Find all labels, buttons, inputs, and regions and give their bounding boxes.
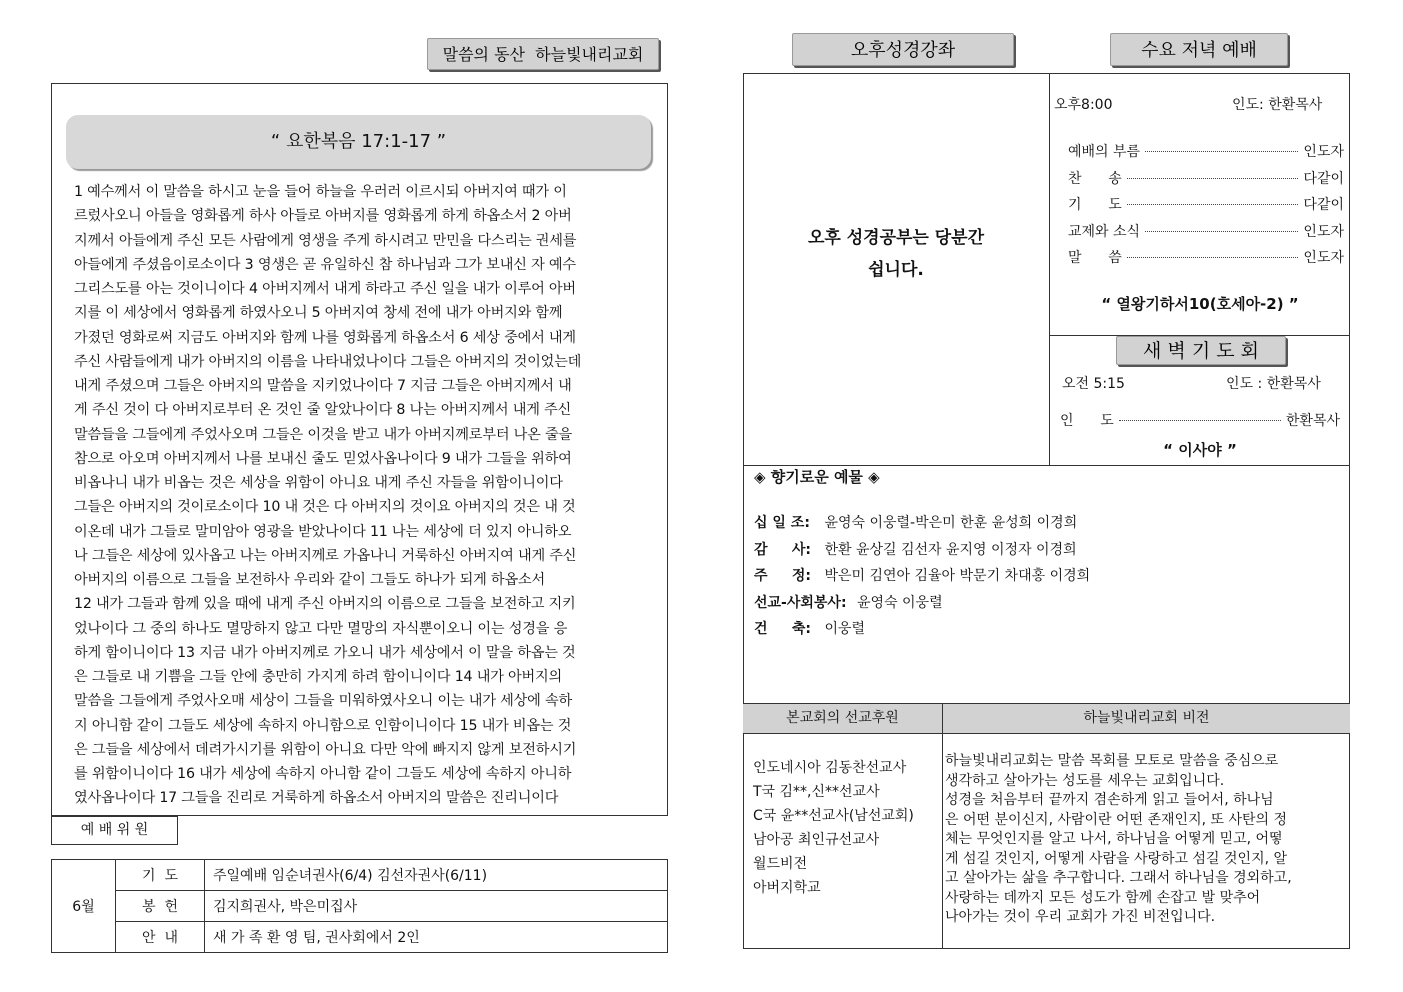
order-value: 인도자 <box>1303 223 1344 240</box>
afternoon-badge-text: 오후성경강좌 <box>850 40 956 61</box>
duty-role: 봉 헌 <box>116 891 205 922</box>
scripture-line: 지를 이 세상에서 영화롭게 하였사오니 5 아버지여 창세 전에 내가 아버지와 함께 <box>74 305 563 322</box>
sermon-title-banner <box>66 115 651 169</box>
offering-label: 건 축: <box>754 621 812 637</box>
scripture-line: 아버지의 이름으로 그들을 보전하사 우리와 같이 그들도 하나가 되게 하옵소서 <box>74 572 545 588</box>
church-name-text: 말씀의 동산 하늘빛내리교회 <box>442 45 644 64</box>
afternoon-bible-class-badge <box>792 33 1014 66</box>
offering-title: ◈ 향기로운 예물 ◈ <box>754 468 880 486</box>
duty-person: 새 가 족 환 영 팀, 권사회에서 2인 <box>205 922 668 953</box>
offering-names: 박은미 김연아 김율아 박문기 차대홍 이경희 <box>824 568 1091 584</box>
dawn-lead-value: 한환목사 <box>1285 413 1340 429</box>
offering-label: 주 정: <box>754 568 812 584</box>
scripture-line: 내게 주셨으며 그들은 아버지의 말씀을 지키었나이다 7 지금 그들은 아버지께서 내 <box>74 378 572 394</box>
list-item: T국 김**,신**선교사 <box>753 784 880 800</box>
vision-line: 나아가는 것이 우리 교회가 가진 비전입니다. <box>945 909 1216 925</box>
dawn-badge-text: 새 벽 기 도 회 <box>1143 340 1259 362</box>
list-item: 남아공 최인규선교사 <box>753 832 880 848</box>
order-label: 찬 송 <box>1068 170 1122 187</box>
scripture-line: 지께서 아들에게 주신 모든 사람에게 영생을 주게 하시려고 만민을 다스리는 권세를 <box>74 232 577 249</box>
scripture-line: 말씀들을 그들에게 주었사오며 그들은 이것을 받고 내가 아버지께로부터 나온 줄을 <box>74 426 572 443</box>
order-label: 기 도 <box>1068 197 1122 213</box>
order-item <box>1068 221 1344 248</box>
duty-role: 안 내 <box>116 922 205 953</box>
list-item: 아버지학교 <box>753 880 821 896</box>
order-label: 말 씀 <box>1068 250 1122 266</box>
scripture-line: 그들은 아버지의 것이로소이다 10 내 것은 다 아버지의 것이요 아버지의 것은 내 것 <box>74 499 576 516</box>
scripture-line: 주신 사람들에게 내가 아버지의 이름을 나타내었나이다 그들은 아버지의 것이었는데 <box>74 353 582 370</box>
table-row <box>52 891 668 922</box>
wednesday-leader: 인도: 한환목사 <box>1232 97 1323 113</box>
church-name-badge <box>427 38 659 70</box>
month-cell <box>52 860 116 953</box>
order-item <box>1068 194 1344 221</box>
mission-header: 본교회의 선교후원 <box>786 710 899 726</box>
vision-line: 게 섬길 것인지, 어떻게 사람을 사랑하고 섬길 것인지, 알 <box>945 850 1288 867</box>
offering-list <box>754 510 1344 643</box>
scripture-line: 은 그들로 내 기쁨을 그들 안에 충만히 가지게 하려 함이니이다 14 내가 아버지의 <box>74 669 563 685</box>
scripture-text <box>74 180 662 811</box>
month-label: 6월 <box>72 899 95 915</box>
offering-row <box>754 590 1344 617</box>
order-value: 인도자 <box>1303 250 1344 266</box>
sermon-title: “ 요한복음 17:1-17 ” <box>270 131 447 152</box>
offering-names: 이웅렬 <box>824 621 866 637</box>
order-label: 교제와 소식 <box>1068 223 1141 240</box>
dawn-passage: “ 이사야 ” <box>1163 441 1237 459</box>
table-row <box>52 860 668 891</box>
vision-line: 사랑하는 데까지 모든 성도가 함께 손잡고 발 맞추어 <box>945 889 1261 906</box>
vision-text <box>945 752 1347 928</box>
wednesday-service-badge <box>1110 33 1288 66</box>
offering-row <box>754 537 1344 564</box>
offering-names: 윤영숙 이웅렬 <box>857 594 943 611</box>
scripture-line: 게 주신 것이 다 아버지로부터 온 것인 줄 알았나이다 8 나는 아버지께서 내게 주신 <box>74 402 572 419</box>
scripture-line: 하게 함이니이다 13 지금 내가 아버지께로 가오니 내가 세상에서 이 말을 하옵는 것 <box>74 644 576 661</box>
scripture-line: 그리스도를 아는 것이니이다 4 아버지께서 내게 하라고 주신 일을 내가 이루어 아버 <box>74 281 576 297</box>
afternoon-notice <box>743 222 1049 286</box>
vision-line: 체는 무엇인지를 알고 나서, 하나님을 어떻게 믿고, 어떻 <box>945 831 1283 847</box>
scripture-line: 였사옵나이다 17 그들을 진리로 거룩하게 하옵소서 아버지의 말씀은 진리니이다 <box>74 790 559 807</box>
scripture-line: 참으로 아오며 아버지께서 나를 보내신 줄도 믿었사옵나이다 9 내가 그들을 위하여 <box>74 450 572 467</box>
duty-table <box>51 859 668 953</box>
offering-row <box>754 616 1344 643</box>
mission-divider <box>942 703 943 949</box>
order-value: 다같이 <box>1303 197 1344 213</box>
scripture-line: 었나이다 그 중의 하나도 멸망하지 않고 다만 멸망의 자식뿐이오니 이는 성경을 응 <box>74 620 568 637</box>
offering-names: 윤영숙 이웅렬-박은미 한훈 윤성희 이경희 <box>824 515 1078 531</box>
afternoon-notice-line2: 쉽니다. <box>868 260 924 280</box>
vision-line: 고 살아가는 삶을 추구합니다. 그래서 하나님을 경외하고, <box>945 870 1292 886</box>
order-item <box>1068 141 1344 168</box>
duty-person: 주일예배 임순녀권사(6/4) 김선자권사(6/11) <box>205 860 668 891</box>
scripture-line: 12 내가 그들과 함께 있을 때에 내게 주신 아버지의 이름으로 그들을 보전하고 지키 <box>74 596 576 613</box>
vision-line: 생각하고 살아가는 성도를 세우는 교회입니다. <box>945 772 1225 789</box>
worship-committee-text: 예 배 위 원 <box>80 822 149 838</box>
wednesday-time: 오후8:00 <box>1054 97 1113 113</box>
vision-header: 하늘빛내리교회 비전 <box>1083 710 1210 726</box>
order-item <box>1068 247 1344 274</box>
offering-row <box>754 563 1344 590</box>
scripture-line: 비옵나니 내가 비옵는 것은 세상을 위함이 아니요 내게 주신 자들을 위함이니이다 <box>74 475 563 491</box>
scripture-line: 아들에게 주셨음이로소이다 3 영생은 곧 유일하신 참 하나님과 그가 보내신 자 예수 <box>74 256 576 273</box>
scripture-line: 말씀을 그들에게 주었사오매 세상이 그들을 미워하였사오니 이는 내가 세상에 속하 <box>74 693 572 710</box>
scripture-line: 가졌던 영화로써 지금도 아버지와 함께 나를 영화롭게 하옵소서 6 세상 중에서 내게 <box>74 329 576 346</box>
duty-roster <box>51 859 668 953</box>
offering-label: 감 사: <box>754 541 812 558</box>
dawn-prayer-badge <box>1116 336 1286 365</box>
list-item: C국 윤**선교사(남선교회) <box>753 808 914 824</box>
scripture-line: 나 그들은 세상에 있사옵고 나는 아버지께로 가옵나니 거룩하신 아버지여 내게 주신 <box>74 547 577 564</box>
column-divider <box>1049 73 1050 466</box>
dawn-time: 오전 5:15 <box>1062 376 1125 392</box>
vision-line: 은 어떤 분이신지, 사람이란 어떤 존재인지, 또 사탄의 정 <box>945 811 1288 828</box>
wednesday-badge-text: 수요 저녁 예배 <box>1141 40 1257 61</box>
scripture-line: 은 그들을 세상에서 데려가시기를 위함이 아니요 다만 악에 빠지지 않게 보전하시기 <box>74 741 577 758</box>
list-item: 월드비전 <box>753 856 808 872</box>
scripture-line: 1 예수께서 이 말씀을 하시고 눈을 들어 하늘을 우러러 이르시되 아버지여 때가 이 <box>74 184 567 200</box>
dawn-lead-row <box>1060 410 1340 437</box>
wednesday-order-list <box>1068 141 1344 274</box>
duty-role: 기 도 <box>116 860 205 891</box>
afternoon-notice-line1: 오후 성경공부는 당분간 <box>807 228 985 248</box>
order-value: 인도자 <box>1303 144 1344 160</box>
wednesday-passage: “ 열왕기하서10(호세아-2) ” <box>1101 295 1299 313</box>
order-value: 다같이 <box>1303 170 1344 187</box>
table-row <box>52 922 668 953</box>
scripture-line: 이온데 내가 그들로 말미암아 영광을 받았나이다 11 나는 세상에 더 있지 아니하오 <box>74 523 572 540</box>
offering-label: 십 일 조: <box>754 515 810 531</box>
scripture-line: 르렀사오니 아들을 영화롭게 하사 아들로 아버지를 영화롭게 하게 하옵소서 2 아버 <box>74 208 572 225</box>
list-item: 인도네시아 김동찬선교사 <box>753 760 907 776</box>
offering-names: 한환 윤상길 김선자 윤지영 이정자 이경희 <box>824 541 1077 558</box>
vision-line: 성경을 처음부터 끝까지 겸손하게 읽고 들어서, 하나님 <box>945 792 1274 808</box>
duty-person: 김지희권사, 박은미집사 <box>205 891 668 922</box>
worship-committee-label <box>51 816 178 845</box>
mission-list <box>753 756 914 900</box>
order-item <box>1068 168 1344 195</box>
dawn-lead-label: 인 도 <box>1060 413 1114 429</box>
order-label: 예배의 부름 <box>1068 144 1141 160</box>
offering-label: 선교-사회봉사: <box>754 594 847 611</box>
scripture-line: 를 위함이니이다 16 내가 세상에 속하지 아니함 같이 그들도 세상에 속하지 아니하 <box>74 766 572 782</box>
offering-row <box>754 510 1344 537</box>
vision-line: 하늘빛내리교회는 말씀 목회를 모토로 말씀을 중심으로 <box>945 753 1279 769</box>
scripture-line: 지 아니함 같이 그들도 세상에 속하지 아니함으로 인함이니이다 15 내가 비옵는 것 <box>74 717 572 734</box>
dawn-leader: 인도 : 한환목사 <box>1226 376 1321 392</box>
